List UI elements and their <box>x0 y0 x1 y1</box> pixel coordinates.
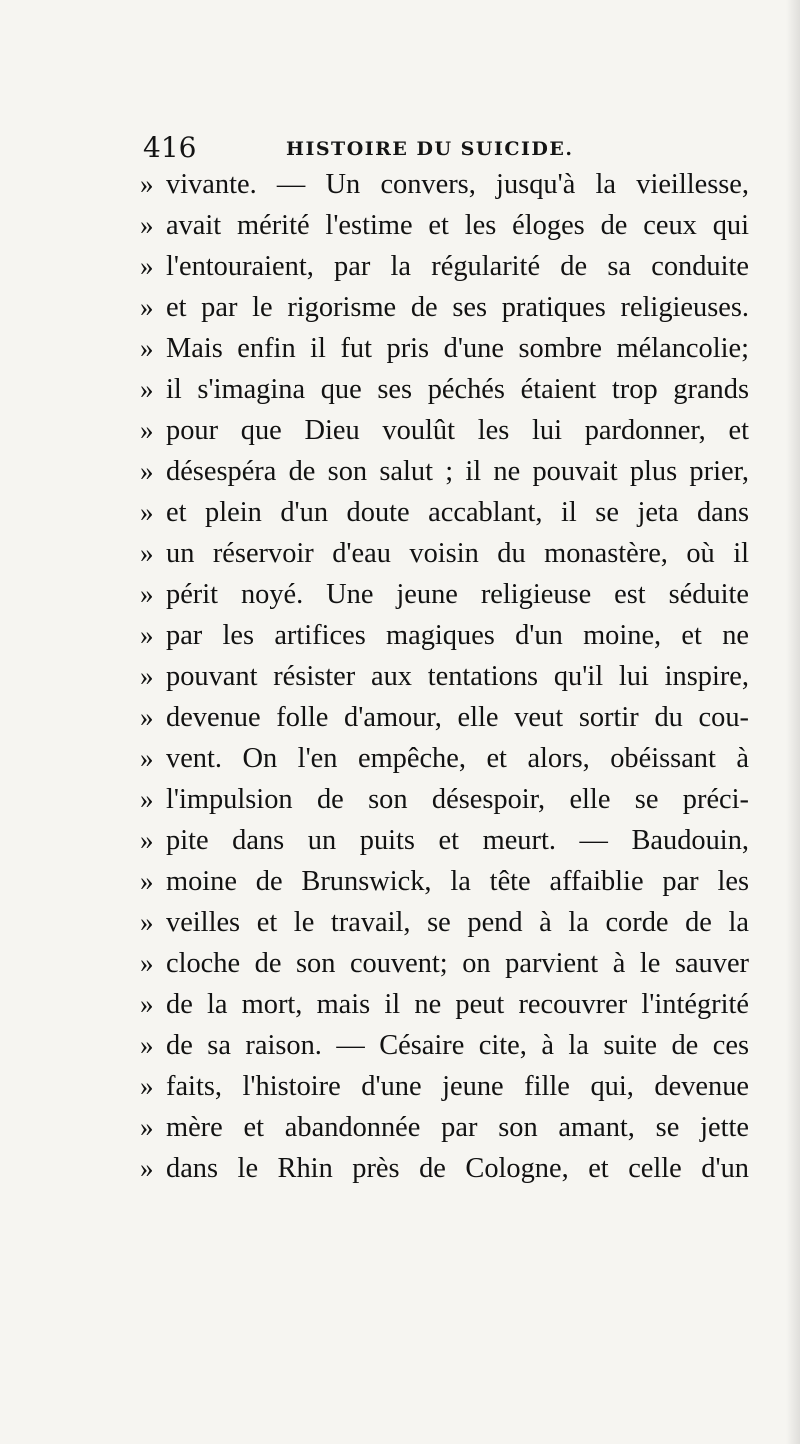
page-header <box>143 128 763 168</box>
quote-mark: » <box>140 1030 154 1060</box>
text-line <box>140 1066 749 1107</box>
line-text: l'entouraient, par la régularité de sa conduite <box>166 251 749 282</box>
quote-mark: » <box>140 251 154 281</box>
line-text: Mais enfin il fut pris d'une sombre mélancolie; <box>166 333 749 364</box>
line-text: l'impulsion de son désespoir, elle se préci- <box>166 784 749 815</box>
line-text: avait mérité l'estime et les éloges de ceux qui <box>166 210 749 241</box>
quote-mark: » <box>140 579 154 609</box>
text-line <box>140 205 749 246</box>
quote-mark: » <box>140 702 154 732</box>
quote-mark: » <box>140 661 154 691</box>
text-line <box>140 451 749 492</box>
line-text: et par le rigorisme de ses pratiques religieuses. <box>166 292 749 323</box>
text-line <box>140 902 749 943</box>
line-text: pour que Dieu voulût les lui pardonner, et <box>166 415 749 446</box>
text-line <box>140 164 749 205</box>
line-text: périt noyé. Une jeune religieuse est séduite <box>166 579 749 610</box>
line-text: faits, l'histoire d'une jeune fille qui, devenue <box>166 1071 749 1102</box>
text-line <box>140 328 749 369</box>
quote-mark: » <box>140 948 154 978</box>
page-number: 416 <box>143 131 197 164</box>
quote-mark: » <box>140 866 154 896</box>
line-text: de la mort, mais il ne peut recouvrer l'intégrité <box>166 989 749 1020</box>
quote-mark: » <box>140 456 154 486</box>
text-line <box>140 287 749 328</box>
text-line <box>140 1025 749 1066</box>
quote-mark: » <box>140 333 154 363</box>
text-line <box>140 984 749 1025</box>
quote-mark: » <box>140 1112 154 1142</box>
quote-mark: » <box>140 825 154 855</box>
page-edge-shadow <box>786 0 800 1444</box>
line-text: pouvant résister aux tentations qu'il lui inspire, <box>166 661 749 692</box>
line-text: veilles et le travail, se pend à la corde de la <box>166 907 749 938</box>
text-line <box>140 492 749 533</box>
quote-mark: » <box>140 497 154 527</box>
text-line <box>140 574 749 615</box>
quote-mark: » <box>140 415 154 445</box>
body-text <box>140 164 749 1189</box>
text-line <box>140 943 749 984</box>
line-text: et plein d'un doute accablant, il se jeta dans <box>166 497 749 528</box>
text-line <box>140 656 749 697</box>
running-title: HISTOIRE DU SUICIDE. <box>286 138 574 160</box>
text-line <box>140 697 749 738</box>
line-text: désespéra de son salut ; il ne pouvait plus prier, <box>166 456 749 487</box>
quote-mark: » <box>140 1071 154 1101</box>
text-line <box>140 1107 749 1148</box>
line-text: cloche de son couvent; on parvient à le sauver <box>166 948 749 979</box>
line-text: il s'imagina que ses péchés étaient trop grands <box>166 374 749 405</box>
quote-mark: » <box>140 743 154 773</box>
line-text: moine de Brunswick, la tête affaiblie par les <box>166 866 749 897</box>
quote-mark: » <box>140 538 154 568</box>
quote-mark: » <box>140 620 154 650</box>
line-text: de sa raison. — Césaire cite, à la suite de ces <box>166 1030 749 1061</box>
line-text: vivante. — Un convers, jusqu'à la vieillesse, <box>166 169 749 200</box>
text-line <box>140 410 749 451</box>
text-line <box>140 615 749 656</box>
line-text: devenue folle d'amour, elle veut sortir du cou- <box>166 702 749 733</box>
quote-mark: » <box>140 907 154 937</box>
line-text: vent. On l'en empêche, et alors, obéissant à <box>166 743 749 774</box>
text-line <box>140 533 749 574</box>
text-line <box>140 246 749 287</box>
text-line <box>140 779 749 820</box>
line-text: pite dans un puits et meurt. — Baudouin, <box>166 825 749 856</box>
quote-mark: » <box>140 210 154 240</box>
line-text: par les artifices magiques d'un moine, et ne <box>166 620 749 651</box>
text-line <box>140 861 749 902</box>
quote-mark: » <box>140 169 154 199</box>
quote-mark: » <box>140 989 154 1019</box>
quote-mark: » <box>140 292 154 322</box>
line-text: dans le Rhin près de Cologne, et celle d'un <box>166 1153 749 1184</box>
line-text: un réservoir d'eau voisin du monastère, où il <box>166 538 749 569</box>
quote-mark: » <box>140 1153 154 1183</box>
quote-mark: » <box>140 784 154 814</box>
quote-mark: » <box>140 374 154 404</box>
text-line <box>140 369 749 410</box>
text-line <box>140 1148 749 1189</box>
text-line <box>140 820 749 861</box>
line-text: mère et abandonnée par son amant, se jette <box>166 1112 749 1143</box>
text-line <box>140 738 749 779</box>
